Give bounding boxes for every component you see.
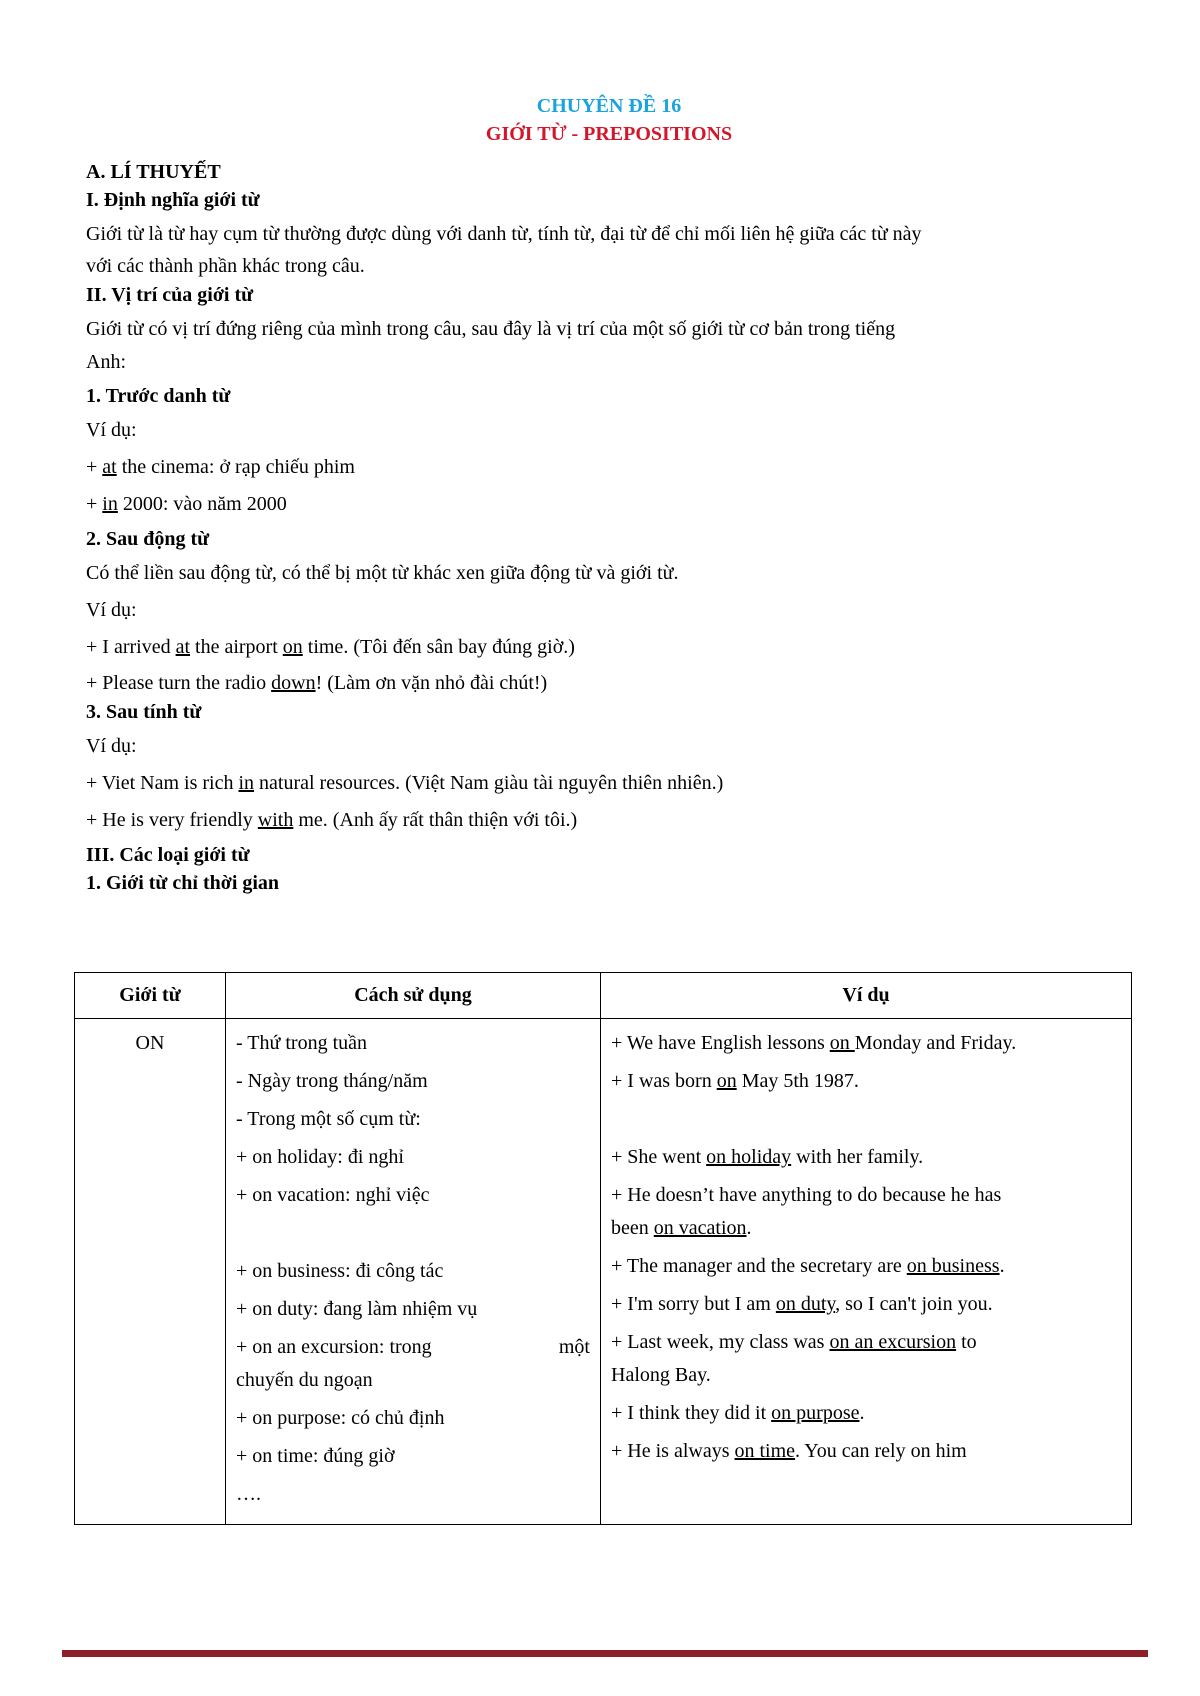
- usage-item-continued: chuyến du ngoạn: [236, 1369, 373, 1391]
- example-item: + The manager and the secretary are on business.: [611, 1255, 1005, 1277]
- types-heading: III. Các loại giới từ: [86, 844, 250, 866]
- column-header-usage: Cách sử dụng: [226, 973, 601, 1019]
- column-header-example: Ví dụ: [601, 973, 1132, 1019]
- usage-item: + on purpose: có chủ định: [236, 1407, 445, 1429]
- example-item: + She went on holiday with her family.: [611, 1146, 924, 1168]
- usage-item: + on holiday: đi nghỉ: [236, 1146, 404, 1168]
- usage-item: - Ngày trong tháng/năm: [236, 1070, 428, 1092]
- before-noun-example-label: Ví dụ:: [86, 419, 137, 441]
- chuyen-de-label: CHUYÊN ĐỀ 16: [536, 95, 682, 117]
- usage-item: + on time: đúng giờ: [236, 1445, 395, 1467]
- usage-item: - Thứ trong tuần: [236, 1032, 368, 1054]
- definition-text-line-1: Giới từ là từ hay cụm từ thường được dùng với danh từ, tính từ, đại từ để chỉ mối liên hệ giữa các từ này: [86, 223, 922, 245]
- example-cell: [601, 1019, 1132, 1525]
- example-item: + I'm sorry but I am on duty, so I can't join you.: [611, 1293, 993, 1315]
- position-heading: II. Vị trí của giới từ: [86, 284, 254, 306]
- example-item: + Last week, my class was on an excursion to: [611, 1331, 977, 1353]
- position-text-line-2: Anh:: [86, 351, 126, 373]
- after-adjective-example-label: Ví dụ:: [86, 735, 137, 757]
- usage-cell: [226, 1019, 601, 1525]
- preposition-on: ON: [135, 1032, 165, 1054]
- document-page: [86, 92, 1132, 897]
- footer-divider: [62, 1650, 1148, 1657]
- usage-item: + on an excursion: trong một: [236, 1336, 590, 1358]
- example-item-continued: been on vacation.: [611, 1217, 752, 1239]
- after-verb-example-2: + Please turn the radio down! (Làm ơn vặn nhỏ đài chút!): [86, 672, 548, 694]
- example-item: + We have English lessons on Monday and Friday.: [611, 1032, 1017, 1054]
- after-adjective-example-2: + He is very friendly with me. (Anh ấy rất thân thiện với tôi.): [86, 809, 578, 831]
- usage-item: + on vacation: nghỉ việc: [236, 1184, 430, 1206]
- usage-item: - Trong một số cụm từ:: [236, 1108, 421, 1130]
- before-noun-example-1: + at the cinema: ở rạp chiếu phim: [86, 456, 355, 478]
- after-adjective-heading: 3. Sau tính từ: [86, 701, 202, 723]
- position-text-line-1: Giới từ có vị trí đứng riêng của mình trong câu, sau đây là vị trí của một số giới từ cơ bản trong tiếng: [86, 318, 896, 340]
- time-prepositions-heading: 1. Giới từ chỉ thời gian: [86, 872, 280, 894]
- section-a-heading: A. LÍ THUYẾT: [86, 161, 221, 183]
- column-header-preposition: Giới từ: [75, 973, 226, 1019]
- definition-heading: I. Định nghĩa giới từ: [86, 189, 260, 211]
- example-item: + He doesn’t have anything to do because he has: [611, 1184, 1002, 1206]
- example-item: + I was born on May 5th 1987.: [611, 1070, 859, 1092]
- definition-text-line-2: với các thành phần khác trong câu.: [86, 255, 365, 277]
- after-verb-text: Có thể liền sau động từ, có thể bị một từ khác xen giữa động từ và giới từ.: [86, 562, 679, 584]
- table-header-row: [75, 973, 1132, 1019]
- preposition-cell: [75, 1019, 226, 1525]
- time-prepositions-table: [74, 972, 1132, 1525]
- after-verb-example-1: + I arrived at the airport on time. (Tôi đến sân bay đúng giờ.): [86, 636, 575, 658]
- after-adjective-example-1: + Viet Nam is rich in natural resources. (Việt Nam giàu tài nguyên thiên nhiên.): [86, 772, 724, 794]
- document-title: [86, 92, 1132, 148]
- example-item: + He is always on time. You can rely on him: [611, 1440, 967, 1462]
- before-noun-heading: 1. Trước danh từ: [86, 385, 231, 407]
- usage-ellipsis: ….: [236, 1483, 261, 1505]
- after-verb-heading: 2. Sau động từ: [86, 528, 210, 550]
- after-verb-example-label: Ví dụ:: [86, 599, 137, 621]
- usage-item: + on business: đi công tác: [236, 1260, 444, 1282]
- topic-title: GIỚI TỪ - PREPOSITIONS: [485, 123, 733, 145]
- usage-item: + on duty: đang làm nhiệm vụ: [236, 1298, 478, 1320]
- before-noun-example-2: + in 2000: vào năm 2000: [86, 493, 287, 515]
- example-item-continued: Halong Bay.: [611, 1364, 711, 1386]
- table-row: [75, 1019, 1132, 1525]
- example-item: + I think they did it on purpose.: [611, 1402, 865, 1424]
